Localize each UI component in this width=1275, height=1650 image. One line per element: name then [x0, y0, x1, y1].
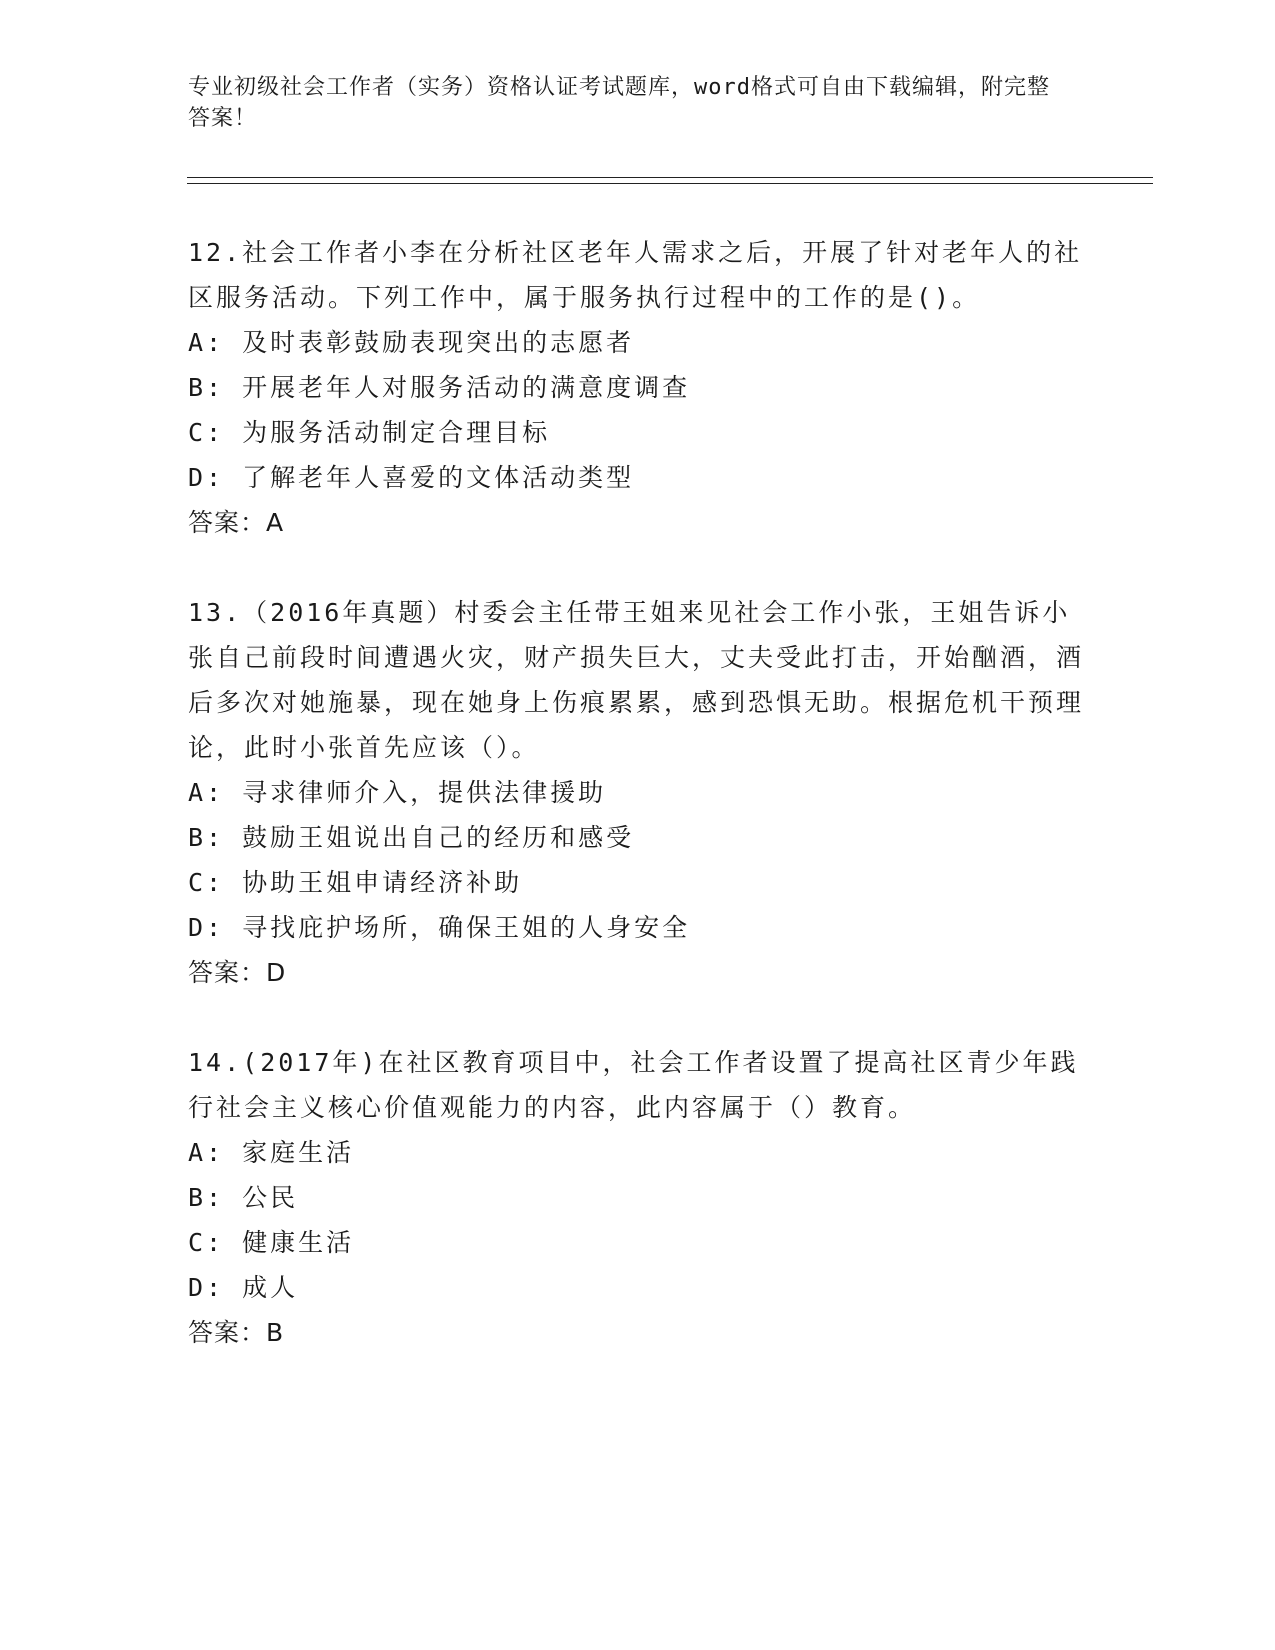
header-divider-top	[187, 177, 1153, 178]
question-list	[188, 230, 1088, 1400]
question-12	[188, 230, 1088, 545]
option-d: D: 寻找庇护场所，确保王姐的人身安全	[188, 913, 691, 942]
question-stem: 14.(2017年)在社区教育项目中，社会工作者设置了提高社区青少年践行社会主义核心价值观能力的内容，此内容属于（）教育。	[188, 1048, 1079, 1122]
option-a: A: 家庭生活	[188, 1138, 355, 1167]
option-c: C: 为服务活动制定合理目标	[188, 418, 551, 447]
answer-line: 答案：B	[188, 1318, 285, 1347]
document-header	[188, 72, 1068, 134]
question-13	[188, 590, 1088, 995]
option-b: B: 鼓励王姐说出自己的经历和感受	[188, 823, 635, 852]
answer-line: 答案：D	[188, 958, 287, 987]
question-stem: 13.（2016年真题）村委会主任带王姐来见社会工作小张，王姐告诉小张自己前段时间遭遇火灾，财产损失巨大，丈夫受此打击，开始酗酒，酒后多次对她施暴，现在她身上伤痕累累，感到恐惧无助。根据危机干预理论，此时小张首先应该（）。	[188, 598, 1085, 762]
option-b: B: 公民	[188, 1183, 299, 1212]
option-a: A: 寻求律师介入，提供法律援助	[188, 778, 607, 807]
option-c: C: 健康生活	[188, 1228, 355, 1257]
answer-line: 答案：A	[188, 508, 285, 537]
option-d: D: 成人	[188, 1273, 299, 1302]
question-14	[188, 1040, 1088, 1355]
header-divider-bottom	[187, 183, 1153, 184]
header-text: 专业初级社会工作者（实务）资格认证考试题库，word格式可自由下载编辑，附完整答案！	[188, 75, 1050, 131]
question-stem: 12.社会工作者小李在分析社区老年人需求之后，开展了针对老年人的社区服务活动。下列工作中，属于服务执行过程中的工作的是()。	[188, 238, 1083, 312]
option-d: D: 了解老年人喜爱的文体活动类型	[188, 463, 635, 492]
option-c: C: 协助王姐申请经济补助	[188, 868, 523, 897]
option-a: A: 及时表彰鼓励表现突出的志愿者	[188, 328, 635, 357]
option-b: B: 开展老年人对服务活动的满意度调查	[188, 373, 691, 402]
